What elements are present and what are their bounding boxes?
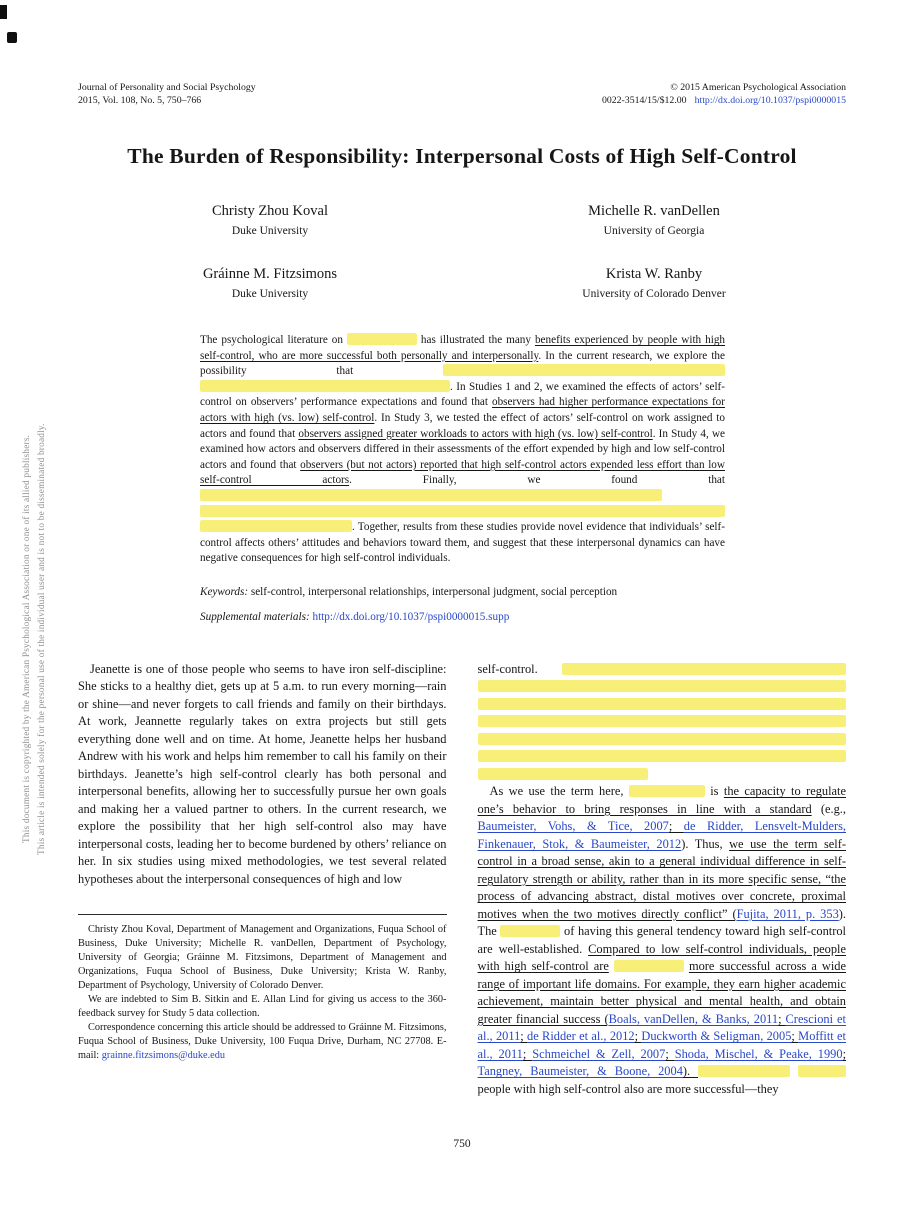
text-run: ; — [791, 1029, 799, 1044]
issn-code: 0022-3514/15/$12.00 — [601, 94, 687, 106]
email-link[interactable]: grainne.fitzsimons@duke.edu — [101, 1050, 226, 1062]
page-content — [78, 0, 846, 1098]
body-paragraph — [478, 783, 847, 1098]
author-name: Gráinne M. Fitzsimons — [202, 266, 338, 282]
citation-link[interactable]: Fujita, 2011, p. 353 — [736, 906, 839, 921]
text-run: . In Study 4, we examined how actors and observers differed in their assessments of the effort expended by high and low self-control actors and found that — [200, 427, 725, 471]
body-paragraph — [478, 661, 847, 784]
highlight-redaction — [614, 960, 684, 972]
highlight-redaction — [478, 715, 847, 727]
text-run: observers (but not actors) reported that high self-control actors expended less effort than low self-control actors — [200, 458, 725, 487]
text-run: ; — [522, 1046, 533, 1061]
author-name: Krista W. Ranby — [605, 266, 703, 282]
author-affiliation: Duke University — [231, 225, 309, 237]
highlight-redaction — [200, 489, 662, 501]
text-run: ; — [842, 1046, 847, 1061]
text-run: ). The — [477, 906, 846, 939]
text-run: people with high self-control also are more successful—they — [477, 1081, 779, 1096]
author-name: Michelle R. vanDellen — [588, 203, 720, 219]
highlight-redaction — [500, 925, 560, 937]
author-affiliation: University of Georgia — [603, 225, 705, 237]
text-run: we use the term self-control in a broad sense, akin to a general individual difference in self-regulatory strength or ability, rather than in its more specific sense, “the process of advancing abstract, distal motives over concrete, proximal motives when the two motives directly conflict” — [477, 836, 846, 921]
author-note — [78, 923, 447, 1063]
page-header — [78, 82, 846, 107]
copyright-info — [602, 82, 846, 107]
text-run: self-control. — [477, 661, 562, 676]
highlight-redaction — [200, 520, 352, 532]
right-column — [478, 661, 847, 1099]
text-run: Jeanette is one of those people who seems to have iron self-discipline: She sticks to a healthy diet, gets up at 5 a.m. to run every morning—rain or shine—and never forgets to call friends and family on their birthdays. At work, Jeannette regularly takes on extra projects but still gets everything done well and on time. At home, Jeanette helps her husband Andrew with his work and helps him remember to call his family on their birthdays. Jeanette’s high self-control clearly has both personal and interpersonal benefits, allowing her to successfully pursue her own goals and making her a valued partner to others. In the current research, we explore the possibility that her high self-control also may have interpersonal costs, leading her to become burdened by others’ reliance on her. In six studies using mixed methodologies, we test several related hypotheses about the interpersonal consequences of high and low — [78, 661, 447, 886]
text-run: As we use the term here, — [489, 784, 629, 799]
text-run: ; — [668, 819, 684, 834]
text-run: ; — [520, 1029, 528, 1044]
highlight-redaction — [478, 750, 847, 762]
scan-artifact — [0, 5, 7, 19]
citation-link[interactable]: Shoda, Mischel, & Peake, 1990 — [674, 1046, 843, 1061]
text-run: observers assigned greater workloads to actors with high (vs. low) self-control — [298, 427, 653, 440]
abstract — [200, 333, 725, 567]
citation-link[interactable]: Boals, vanDellen, & Banks, 2011 — [608, 1011, 779, 1026]
text-run: the capacity to regulate one’s behavior to bring responses in line with a standard — [477, 784, 846, 816]
issn-doi-line — [602, 95, 846, 108]
citation-link[interactable]: de Ridder et al., 2012 — [527, 1029, 635, 1044]
copyright-sidebar-text: This document is copyrighted by the American Psychological Association or one of its allied publishers. — [22, 434, 32, 844]
text-run: Keywords: — [200, 585, 249, 598]
correspondence-paragraph — [78, 1021, 447, 1063]
text-run: . Finally, we found that — [349, 474, 725, 487]
text-run: is — [704, 784, 724, 799]
highlight-redaction — [562, 663, 846, 675]
highlight-redaction — [478, 698, 847, 710]
text-run: ; — [778, 1011, 786, 1026]
text-run — [790, 1064, 798, 1078]
text-run: benefits experienced by people with high self-control, who are more successful both personally and interpersonally — [200, 334, 726, 362]
citation-link[interactable]: Tangney, Baumeister, & Boone, 2004 — [477, 1064, 683, 1079]
text-run: ; — [634, 1029, 642, 1044]
keywords-line — [200, 585, 725, 600]
text-run: The psychological literature on — [200, 334, 347, 346]
highlight-redaction — [443, 364, 725, 376]
author-name: Christy Zhou Koval — [212, 203, 328, 219]
page-number: 750 — [453, 1138, 471, 1150]
text-run: . Together, results from these studies provide novel evidence that individuals’ self-control affects others’ attitudes and behaviors toward them, and suggest that these interpersonal dynamics can have negative consequences for high self-control individuals. — [200, 521, 725, 565]
citation-link[interactable]: Baumeister, Vohs, & Tice, 2007 — [477, 819, 669, 834]
text-run: Correspondence concerning this article should be addressed to Gráinne M. Fitzsimons, Fuqua School of Business, Duke University, 100 Fuqua Drive, Durham, NC 27708. E-mail: — [78, 1022, 447, 1062]
highlight-redaction — [478, 733, 847, 745]
text-run: observers had higher performance expectations for actors with high (vs. low) self-control — [200, 396, 725, 424]
acknowledgment-paragraph: We are indebted to Sim B. Sitkin and E. Allan Lind for giving us access to the 360-feedback survey for Study 5 data collection. — [78, 994, 447, 1020]
text-run: ). — [682, 1064, 699, 1079]
scan-artifact — [7, 32, 17, 43]
text-run: . In Studies 1 and 2, we examined the effects of actors’ self-control on observers’ performance expectations and found that — [200, 380, 725, 409]
text-run: self-control, interpersonal relationships, interpersonal judgment, social perception — [248, 585, 618, 598]
citation-link[interactable]: Duckworth & Seligman, 2005 — [641, 1029, 792, 1044]
supplemental-materials-link[interactable]: http://dx.doi.org/10.1037/pspi0000015.supp — [312, 610, 510, 623]
text-run: (e.g., — [811, 801, 846, 816]
journal-volume: 2015, Vol. 108, No. 5, 750–766 — [78, 94, 202, 106]
author-block — [78, 203, 846, 301]
journal-info — [78, 82, 256, 107]
highlight-redaction — [698, 1065, 790, 1077]
author-affiliation: University of Colorado Denver — [582, 288, 726, 300]
text-run: . In Study 3, we tested the effect of actors’ self-control on work assigned to actors and found that — [200, 411, 725, 440]
body-columns — [78, 661, 846, 1099]
highlight-redaction — [347, 333, 417, 345]
body-paragraph — [78, 661, 447, 889]
citation-link[interactable]: Moffitt et al., 2011 — [477, 1029, 847, 1061]
author-cell — [78, 266, 462, 301]
copyright-line: © 2015 American Psychological Association — [670, 82, 846, 93]
text-run: of having this general tendency toward high self-control are well-established. — [477, 924, 846, 956]
highlight-redaction — [629, 785, 705, 797]
author-affiliation: Duke University — [231, 288, 309, 300]
author-note-paragraph: Christy Zhou Koval, Department of Management and Organizations, Fuqua School of Business, Duke University; Michelle R. vanDellen, Department of Psychology, University of Georgia; Gráinne M. Fitzsimons, Department of Management and Organizations, Fuqua School of Business, Duke University; Krista W. Ranby, Department of Psychology, University of Colorado Denver. — [78, 924, 447, 992]
text-run: Supplemental materials: — [200, 610, 310, 623]
citation-link[interactable]: Schmeichel & Zell, 2007 — [532, 1046, 666, 1061]
doi-link[interactable]: http://dx.doi.org/10.1037/pspi0000015 — [694, 94, 846, 106]
text-run: more successful across a wide range of important life domains. For example, they earn higher academic achievement, maintain better physical and mental health, and obtain greater financial success — [477, 959, 846, 1026]
highlight-redaction — [478, 768, 648, 780]
author-cell — [462, 203, 846, 238]
paper-title: The Burden of Responsibility: Interpersonal Costs of High Self-Control — [127, 144, 797, 168]
citation-link[interactable]: de Ridder, Lensvelt-Mulders, Finkenauer, Stok, & Baumeister, 2012 — [477, 819, 847, 851]
text-run: Compared to low self-control individuals, people with high self-control are — [477, 941, 847, 974]
text-run: ; — [665, 1046, 675, 1061]
highlight-redaction — [200, 380, 450, 392]
highlight-redaction — [798, 1065, 846, 1077]
supplemental-line — [200, 610, 725, 625]
highlight-redaction — [200, 505, 725, 517]
journal-name: Journal of Personality and Social Psychology — [78, 82, 256, 93]
text-run: . In the current research, we explore the possibility that — [200, 349, 725, 378]
usage-sidebar-text: This article is intended solely for the personal use of the individual user and is not to be disseminated broadly. — [37, 423, 47, 855]
author-note-rule — [78, 914, 447, 915]
text-run: has illustrated the many — [416, 334, 535, 346]
citation-link[interactable]: Crescioni et al., 2011 — [477, 1011, 846, 1044]
highlight-redaction — [478, 680, 847, 692]
left-column — [78, 661, 447, 1099]
author-cell — [78, 203, 462, 238]
author-cell — [462, 266, 846, 301]
text-run: ( — [600, 1011, 609, 1026]
text-run: ). Thus, — [681, 836, 730, 851]
text-run: ( — [727, 906, 737, 921]
